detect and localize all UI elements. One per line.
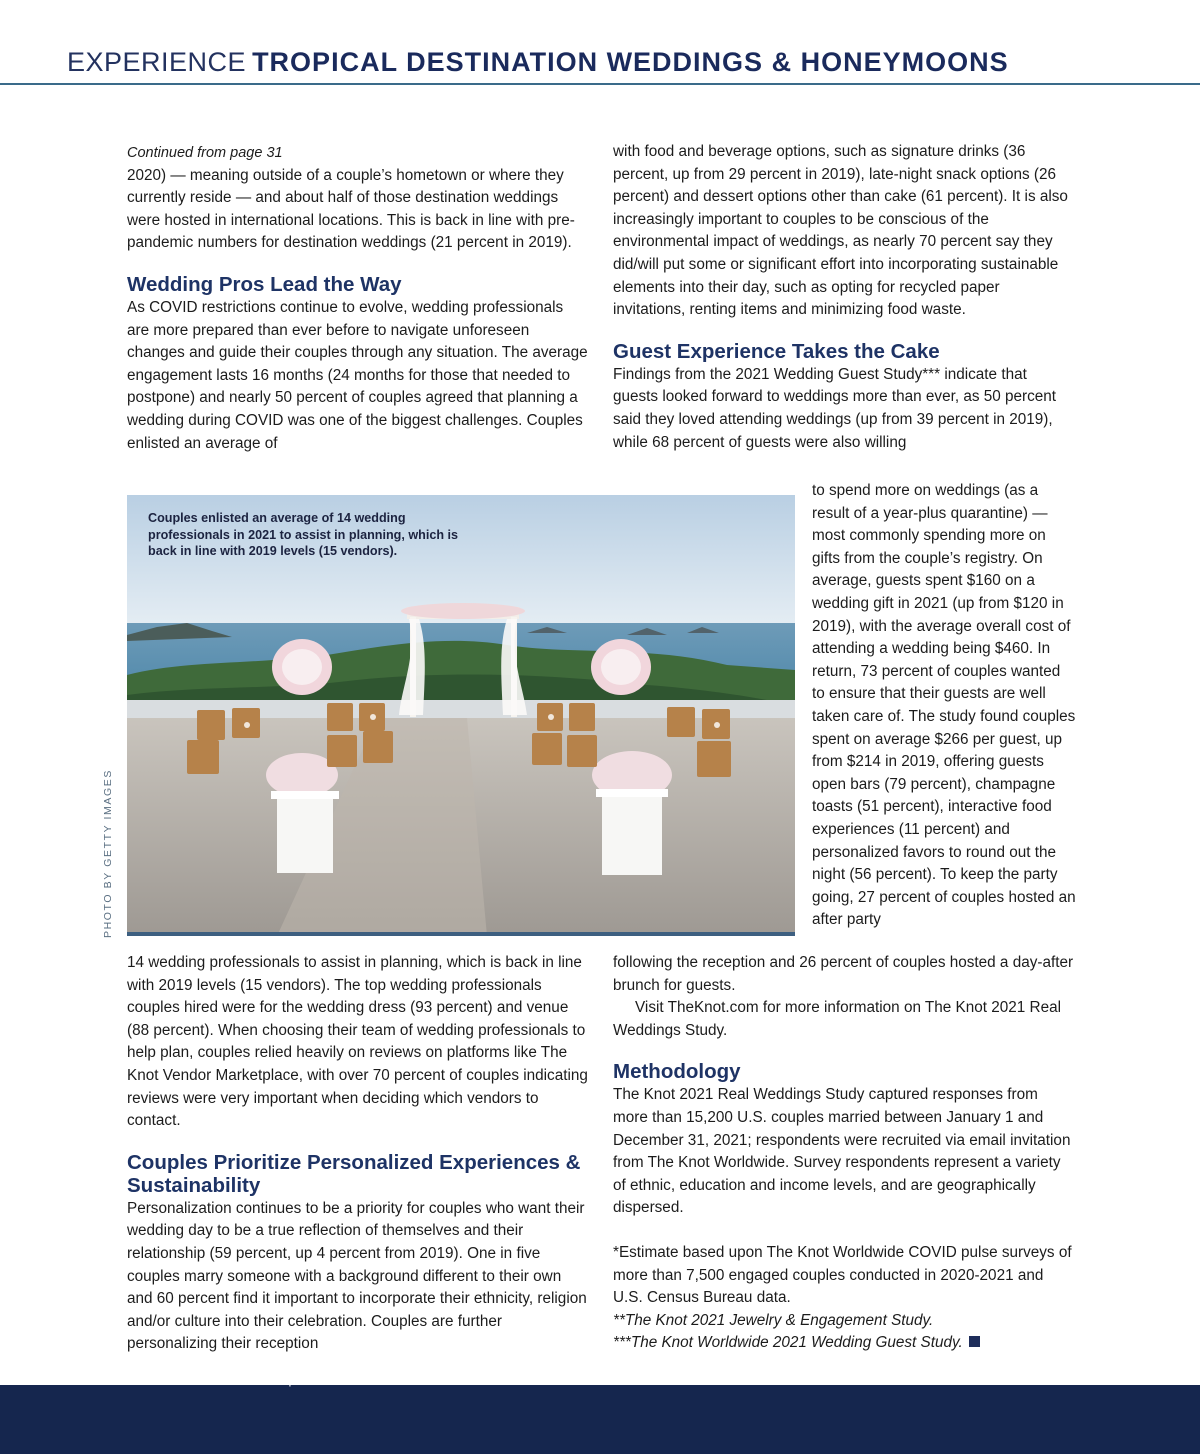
publication-info: LUXURY TRAVEL ADVISOR | MAY 2022: [108, 1372, 362, 1387]
footnote: ***The Knot Worldwide 2021 Wedding Guest Study.: [613, 1334, 963, 1352]
paragraph: Personalization continues to be a priority for couples who want their wedding day to be a true reflection of themselves and their relationship (59 percent, up 4 percent from 2019). One in five couples marry someone with a background different to their own and 60 percent find it important to incorporate their ethnicity, religion and/or culture into their celebration. Couples are further personalizing their reception: [127, 1199, 587, 1353]
left-column-top: [127, 142, 589, 455]
footnote-last: [613, 1332, 1075, 1355]
left-column-bottom: [127, 952, 589, 1356]
page-footer: [0, 1385, 1200, 1454]
paragraph: The Knot 2021 Real Weddings Study captured responses from more than 15,200 U.S. couples married between January 1 and December 31, 2021; respondents were recruited via email invitation from The Knot Worldwide. Survey respondents represent a variety of ethnic, education and income levels, and are geographically dispersed.: [613, 1086, 1071, 1217]
subheading-personalized: Couples Prioritize Personalized Experiences & Sustainability: [127, 1150, 581, 1197]
header-divider: [0, 83, 1200, 85]
footnote: *Estimate based upon The Knot Worldwide COVID pulse surveys of more than 7,500 engaged couples conducted in 2020-2021 and U.S. Census Bureau data.: [613, 1243, 1072, 1307]
page-number: 36: [67, 1368, 88, 1388]
right-column-narrow: [812, 480, 1076, 932]
photo-caption: Couples enlisted an average of 14 wedding professionals in 2021 to assist in planning, which is back in line with 2019 levels (15 vendors).: [148, 511, 459, 558]
paragraph: Visit TheKnot.com for more information on The Knot 2021 Real Weddings Study.: [613, 999, 1061, 1039]
photo-credit: PHOTO BY GETTY IMAGES: [102, 769, 114, 938]
page-header: [0, 0, 1200, 86]
subheading-wedding-pros: Wedding Pros Lead the Way: [127, 272, 402, 296]
right-column-bottom: [613, 952, 1075, 1355]
section-topic: TROPICAL DESTINATION WEDDINGS & HONEYMOONS: [252, 47, 1009, 77]
photo-bottom-rule: [127, 932, 795, 936]
paragraph: As COVID restrictions continue to evolve, wedding professionals are more prepared than ever before to navigate unforeseen changes and guide their couples through any situation. The average engagement lasts 16 months (24 months for those that needed to postpone) and nearly 50 percent of couples agreed that planning a wedding during COVID was one of the biggest challenges. Couples enlisted an average of: [127, 298, 588, 452]
section-label: EXPERIENCE: [67, 47, 247, 77]
paragraph: with food and beverage options, such as signature drinks (36 percent, up from 29 percent in 2019), late-night snack options (26 percent) and dessert options other than cake (61 percent). It is also increasingly important to couples to be conscious of the environmental impact of weddings, as nearly 70 percent say they did/will put some or significant effort into incorporating sustainable elements into their day, such as opting for recycled paper invitations, renting items and minimizing food waste.: [613, 143, 1068, 319]
subheading-methodology: Methodology: [613, 1060, 741, 1084]
paragraph: 2020) — meaning outside of a couple’s hometown or where they currently reside — and about half of those destination weddings were hosted in international locations. This is back in line with pre-pandemic numbers for destination weddings (21 percent in 2019).: [127, 166, 575, 252]
paragraph: 14 wedding professionals to assist in planning, which is back in line with 2019 levels (15 vendors). The top wedding professionals couples hired were for the wedding dress (93 percent) and venue (88 percent). When choosing their team of wedding professionals to help plan, couples relied heavily on reviews on platforms like The Knot Vendor Marketplace, with over 70 percent of couples indicating reviews were very important when deciding which vendors to contact.: [127, 954, 588, 1130]
section-title: [67, 44, 1009, 80]
subheading-guest-experience: Guest Experience Takes the Cake: [613, 339, 940, 363]
paragraph: following the reception and 26 percent of couples hosted a day-after brunch for guests.: [613, 954, 1074, 994]
right-column-top: [613, 141, 1075, 454]
paragraph: to spend more on weddings (as a result of a year-plus quarantine) — most commonly spending more on gifts from the couple’s registry. On average, guests spent $160 on a wedding gift in 2021 (up from $120 in 2019), with the average overall cost of attending a wedding being $460. In return, 73 percent of couples wanted to ensure that their guests are well taken care of. The study found couples spent on average $266 per guest, up from $214 in 2019, offering guests open bars (79 percent), champagne toasts (51 percent), interactive food experiences (11 percent) and personalized favors to round out the night (56 percent). To keep the party going, 27 percent of couples hosted an after party: [812, 482, 1076, 929]
continued-note: Continued from page 31: [127, 145, 283, 161]
footnote: **The Knot 2021 Jewelry & Engagement Study.: [613, 1311, 934, 1329]
paragraph: Findings from the 2021 Wedding Guest Study*** indicate that guests looked forward to weddings more than ever, as 50 percent said they loved attending weddings (up from 39 percent in 2019), while 68 percent of guests were also willing: [613, 365, 1057, 451]
wedding-ceremony-photo: [127, 495, 795, 936]
end-mark-icon: [969, 1336, 980, 1347]
